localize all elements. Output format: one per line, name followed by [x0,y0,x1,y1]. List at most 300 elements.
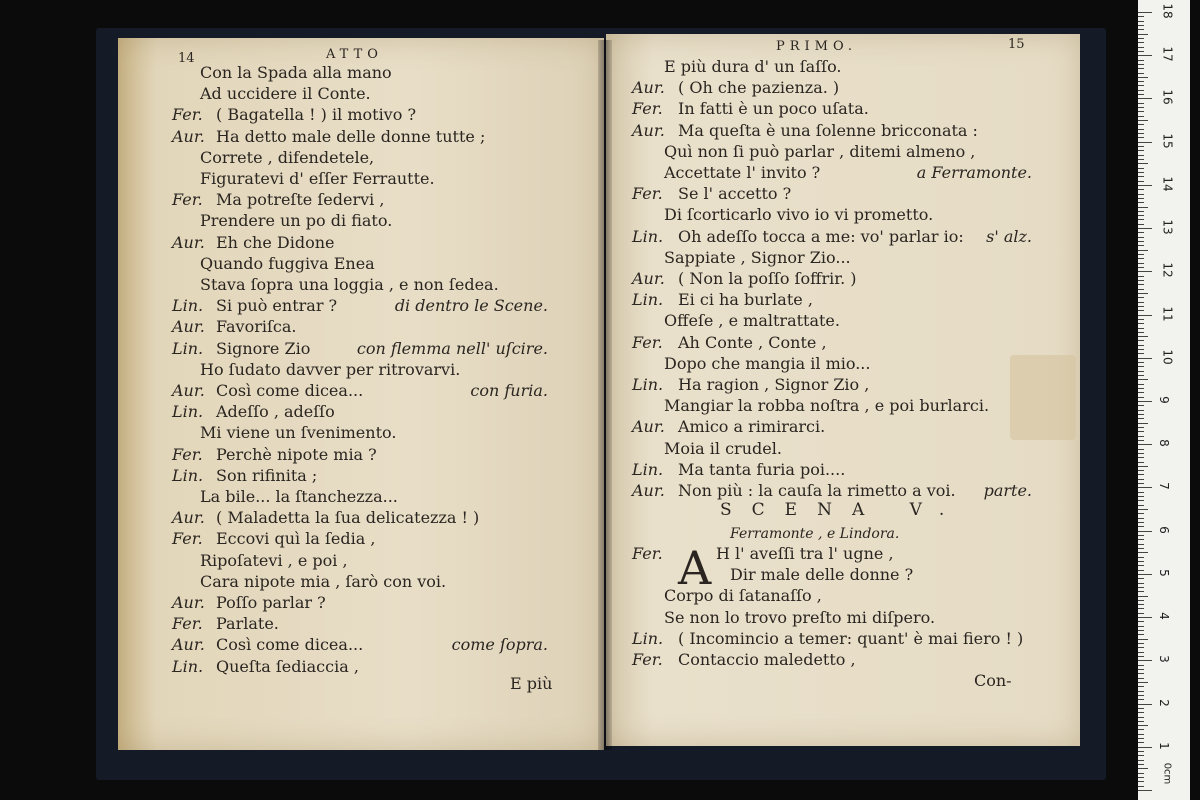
ruler-tick [1138,729,1144,730]
ruler-tick [1138,518,1144,519]
verse-line: Ho ſudato davver per ritrovarvi. [200,359,461,379]
verse-line: Mi viene un ſvenimento. [200,423,397,443]
ruler-tick [1138,604,1144,605]
verse-line: Se non lo trovo preſto mi diſpero. [664,607,936,627]
speaker-label: Fer. [632,650,663,669]
ruler-tick [1138,587,1144,588]
ruler-tick [1138,738,1144,739]
ruler-tick [1138,315,1152,316]
ruler-tick [1138,682,1148,683]
ruler-tick [1138,340,1144,341]
ruler-tick [1138,310,1144,311]
ruler-tick [1138,42,1144,43]
stage-direction: come ſopra. [451,635,548,655]
ruler-tick [1138,224,1144,225]
ruler-tick [1138,544,1144,545]
ruler-tick [1138,570,1144,571]
speaker-label: Fer. [632,99,663,119]
ruler-tick [1138,215,1144,216]
ruler-tick [1138,764,1144,765]
ruler-tick [1138,159,1144,160]
ruler-label: 13 [1160,219,1175,235]
stage-direction: con flemma nell' uſcire. [356,338,548,358]
ruler-tick [1138,639,1148,640]
scene-heading: SCENA V. [720,500,965,520]
ruler-tick [1138,323,1144,324]
ruler-tick [1138,781,1144,782]
ruler-tick [1138,185,1152,186]
ruler-label: 11 [1160,305,1175,322]
ruler-tick [1138,12,1152,13]
ruler-tick [1138,673,1144,674]
ruler-tick [1138,194,1144,195]
speaker-label: Aur. [172,317,205,337]
ruler-tick [1138,21,1144,22]
ruler-tick [1138,245,1144,246]
ruler-tick [1138,630,1144,631]
ruler-tick [1138,449,1144,450]
verse-line: Stava ſopra una loggia , e non ſedea. [200,275,499,294]
ruler-tick [1138,51,1144,52]
ruler-tick [1138,250,1148,251]
ruler-tick [1138,704,1152,705]
speaker-label: Aur. [172,232,205,252]
ruler-tick [1138,755,1144,756]
ruler-tick [1138,332,1144,333]
speaker-label: Aur. [632,481,665,500]
ruler-tick [1138,172,1144,173]
verse-line: ( Maladetta la ſua delicatezza ! ) [216,508,480,528]
ruler-tick [1138,786,1144,787]
verse-line: ( Bagatella ! ) il motivo ? [216,105,417,125]
ruler-tick [1138,453,1144,454]
ruler-tick [1138,725,1148,726]
verse-line: Dir male delle donne ? [730,565,914,585]
ruler-tick [1138,634,1144,635]
ruler-tick [1138,98,1152,99]
ruler-tick [1138,751,1144,752]
speaker-label: Lin. [172,296,204,316]
ruler-tick [1138,289,1144,290]
ruler-tick [1138,202,1144,203]
ruler-tick [1138,319,1144,320]
ruler-tick [1138,29,1144,30]
ruler-tick [1138,232,1144,233]
ruler-tick [1138,436,1144,437]
ruler-tick [1138,219,1144,220]
ruler-tick [1138,474,1144,475]
speaker-label: Fer. [632,184,663,204]
left-running-head: ATTO [326,47,383,62]
ruler-tick [1138,64,1144,65]
ruler-tick [1138,539,1144,540]
ruler-tick [1138,176,1144,177]
left-catchword: E più [510,674,553,693]
ruler-tick [1138,362,1144,363]
verse-line: Adeſſo , adeſſo [216,402,335,422]
stage-direction: s' alz. [986,226,1032,246]
speaker-label: Lin. [172,656,204,676]
ruler-tick [1138,721,1144,722]
verse-line: Ei ci ha burlate , [678,290,813,310]
ruler-label: 9 [1156,396,1171,404]
ruler-tick [1138,73,1144,74]
verse-line: Contaccio maledetto , [678,650,856,669]
speaker-label: Aur. [172,635,205,655]
ruler-tick [1138,142,1152,143]
ruler-tick [1138,660,1152,661]
ruler-tick [1138,111,1144,112]
ruler-label: 2 [1156,698,1171,707]
ruler-tick [1138,25,1144,26]
ruler-tick [1138,414,1144,415]
verse-line: E più dura d' un ſaſſo. [664,57,842,76]
stage-direction: a Ferramonte. [916,163,1032,182]
ruler-tick [1138,578,1144,579]
ruler-tick [1138,652,1144,653]
ruler-tick [1138,77,1148,78]
verse-line: Correte , difendetele, [200,147,375,167]
right-catchword: Con- [974,671,1012,690]
ruler-tick [1138,168,1144,169]
ruler-label: 18 [1160,3,1175,19]
ruler-label: 14 [1160,176,1175,192]
ruler-tick [1138,583,1144,584]
ruler-tick [1138,328,1144,329]
ruler-tick [1138,228,1152,229]
ruler-tick [1138,552,1148,553]
ruler-tick [1138,302,1144,303]
verse-line: Favoriſca. [216,317,297,337]
ruler-tick [1138,366,1144,367]
speaker-label: Fer. [172,190,203,210]
ruler-tick [1138,717,1144,718]
verse-line: Amico a rimirarci. [678,417,826,437]
ruler-tick [1138,483,1144,484]
ruler-tick [1138,263,1144,264]
ruler-label: 1 [1156,741,1171,750]
ruler-tick [1138,353,1144,354]
ruler-tick [1138,565,1144,566]
right-page-number: 15 [1008,37,1025,52]
ruler-tick [1138,60,1144,61]
ruler-tick [1138,297,1144,298]
verse-line: Moia il crudel. [664,438,782,458]
ruler-tick [1138,500,1144,501]
ruler-tick [1138,129,1144,130]
verse-line: Se l' accetto ? [678,184,792,204]
ruler-tick [1138,596,1148,597]
verse-line: Quando fuggiva Enea [200,253,375,273]
measuring-ruler [1138,0,1190,800]
ruler-label: 4 [1156,612,1171,620]
verse-line: Cara nipote mia , ſarò con voi. [200,571,447,591]
speaker-label: Aur. [172,381,205,400]
verse-line: Parlate. [216,614,279,634]
verse-line: Corpo di ſatanaſſo , [664,586,822,606]
ruler-tick [1138,81,1144,82]
ruler-tick [1138,207,1148,208]
verse-line: Ma queſta è una ſolenne bricconata : [678,120,978,140]
ruler-tick [1138,90,1144,91]
ruler-tick [1138,509,1148,510]
ruler-tick [1138,267,1144,268]
ruler-tick [1138,94,1144,95]
verse-line: Ah Conte , Conte , [678,332,827,352]
speaker-label: Fer. [172,529,203,549]
verse-line: In fatti è un poco uſata. [678,99,869,119]
verse-line: Poſſo parlar ? [216,593,326,612]
ruler-tick [1138,405,1144,406]
verse-line: Figuratevi d' eſſer Ferrautte. [200,169,435,188]
ruler-tick [1138,557,1144,558]
paper-stain [1010,355,1076,440]
ruler-tick [1138,574,1152,575]
speaker-label: Fer. [632,332,663,352]
verse-line: Offeſe , e maltrattate. [664,311,840,331]
ruler-tick [1138,462,1144,463]
verse-line: Prendere un po di fiato. [200,211,393,231]
ruler-tick [1138,392,1144,393]
ruler-tick [1138,271,1152,272]
ruler-tick [1138,466,1148,467]
ruler-tick [1138,487,1152,488]
ruler-tick [1138,617,1152,618]
speaker-label: Lin. [632,375,664,394]
verse-line: Perchè nipote mia ? [216,444,377,464]
verse-line: Signore Zio [216,338,311,358]
ruler-tick [1138,103,1144,104]
verse-line: Dopo che mangia il mio... [664,353,871,373]
ruler-tick [1138,410,1144,411]
ruler-label: 10 [1160,349,1175,365]
ruler-label: 5 [1156,569,1171,577]
ruler-tick [1138,237,1144,238]
ruler-tick [1138,548,1144,549]
speaker-label: Aur. [172,508,205,528]
ruler-tick [1138,68,1144,69]
ruler-tick [1138,423,1148,424]
ruler-tick [1138,591,1144,592]
book-gutter [598,40,612,750]
ruler-tick [1138,55,1152,56]
ruler-tick [1138,526,1144,527]
ruler-tick [1138,388,1144,389]
ruler-label: 0cm [1161,762,1173,785]
ruler-tick [1138,686,1144,687]
ruler-tick [1138,431,1144,432]
ruler-tick [1138,695,1144,696]
ruler-tick [1138,531,1152,532]
verse-line: Son rifinita ; [216,465,318,485]
speaker-label: Lin. [172,338,204,358]
verse-line: Ad uccidere il Conte. [200,84,371,104]
ruler-tick [1138,181,1144,182]
ruler-tick [1138,522,1144,523]
speaker-label: Lin. [632,226,664,246]
ruler-tick [1138,561,1144,562]
stage-direction: parte. [983,481,1032,500]
verse-line: Ha ragion , Signor Zio , [678,375,870,394]
ruler-tick [1138,150,1144,151]
ruler-tick [1138,349,1144,350]
ruler-tick [1138,418,1144,419]
ruler-tick [1138,708,1144,709]
ruler-tick [1138,712,1144,713]
ruler-tick [1138,790,1152,791]
ruler-tick [1138,608,1144,609]
verse-line: Eh che Didone [216,232,335,252]
ruler-tick [1138,124,1144,125]
ruler-tick [1138,444,1152,445]
ruler-tick [1138,189,1144,190]
ruler-tick [1138,284,1144,285]
left-page-number: 14 [178,51,195,66]
verse-line: Ha detto male delle donne tutte ; [216,126,486,146]
speaker-label: Aur. [632,269,665,288]
ruler-tick [1138,47,1144,48]
ruler-tick [1138,107,1144,108]
speaker-label: Lin. [632,290,664,310]
ruler-tick [1138,211,1144,212]
verse-line: Ripoſatevi , e poi , [200,550,348,570]
right-running-head: PRIMO. [776,39,858,54]
ruler-label: 6 [1156,525,1171,534]
verse-line: Con la Spada alla mano [200,63,392,82]
speaker-label: Lin. [632,628,664,648]
ruler-tick [1138,336,1148,337]
verse-line: Ma tanta furia poi.... [678,459,846,479]
ruler-tick [1138,34,1148,35]
speaker-label: Lin. [172,465,204,485]
ruler-tick [1138,768,1148,769]
ruler-tick [1138,306,1144,307]
speaker-label: Aur. [632,417,665,437]
ruler-tick [1138,358,1152,359]
ruler-tick [1138,120,1148,121]
ruler-tick [1138,163,1148,164]
ruler-tick [1138,747,1152,748]
ruler-tick [1138,621,1144,622]
ruler-label: 12 [1160,262,1175,278]
verse-line: ( Incomincio a temer: quant' è mai fiero ! ) [678,628,1024,648]
ruler-tick [1138,293,1148,294]
verse-line: ( Oh che pazienza. ) [678,78,840,98]
ruler-tick [1138,470,1144,471]
ruler-label: 17 [1160,46,1175,62]
ruler-tick [1138,397,1144,398]
ruler-tick [1138,760,1144,761]
ruler-tick [1138,773,1144,774]
verse-line: Quì non ſi può parlar , ditemi almeno , [664,141,976,161]
speaker-label: Fer. [172,105,203,125]
ruler-tick [1138,384,1144,385]
ruler-tick [1138,513,1144,514]
ruler-tick [1138,742,1144,743]
ruler-tick [1138,155,1144,156]
ruler-tick [1138,198,1144,199]
ruler-tick [1138,371,1144,372]
ruler-tick [1138,137,1144,138]
verse-line: Non più : la cauſa la rimetto a voi. [678,481,956,500]
ruler-tick [1138,656,1144,657]
ruler-tick [1138,613,1144,614]
ruler-tick [1138,479,1144,480]
scene-characters: Ferramonte , e Lindora. [730,526,900,542]
speaker-label: Aur. [172,126,205,146]
ruler-label: 8 [1156,439,1171,448]
speaker-label: Aur. [632,78,665,98]
verse-line: H l' aveſſi tra l' ugne , [716,544,894,563]
verse-line: ( Non la poſſo ſoffrir. ) [678,269,857,288]
stage-direction: di dentro le Scene. [394,296,548,316]
ruler-tick [1138,85,1144,86]
verse-line: La bile... la ſtanchezza... [200,487,398,506]
ruler-tick [1138,665,1144,666]
ruler-tick [1138,496,1144,497]
ruler-tick [1138,345,1144,346]
drop-cap: A [678,541,712,595]
ruler-tick [1138,116,1144,117]
speaker-label: Fer. [172,614,203,634]
ruler-tick [1138,669,1144,670]
ruler-tick [1138,38,1144,39]
ruler-label: 3 [1156,655,1171,664]
ruler-tick [1138,440,1144,441]
ruler-label: 16 [1160,89,1175,106]
ruler-tick [1138,427,1144,428]
ruler-tick [1138,276,1144,277]
ruler-label: 7 [1156,482,1171,491]
ruler-tick [1138,492,1144,493]
ruler-tick [1138,691,1144,692]
verse-line: Queſta ſediaccia , [216,656,359,676]
speaker-label: Fer. [632,544,663,563]
verse-line: Mangiar la robba noſtra , e poi burlarci. [664,396,990,416]
ruler-tick [1138,241,1144,242]
verse-line: Così come dicea... [216,635,364,655]
ruler-tick [1138,280,1144,281]
verse-line: Si può entrar ? [216,296,338,316]
verse-line: Oh adeſſo tocca a me: vo' parlar io: [678,226,964,246]
ruler-tick [1138,699,1144,700]
ruler-tick [1138,375,1144,376]
verse-line: Così come dicea... [216,381,364,400]
speaker-label: Aur. [632,120,665,140]
verse-line: Di ſcorticarlo vivo io vi prometto. [664,205,934,225]
ruler-tick [1138,16,1144,17]
ruler-tick [1138,505,1144,506]
ruler-tick [1138,678,1144,679]
speaker-label: Lin. [172,402,204,422]
stage-direction: con furia. [470,381,548,400]
speaker-label: Lin. [632,459,664,479]
ruler-tick [1138,258,1144,259]
ruler-tick [1138,457,1144,458]
ruler-tick [1138,647,1144,648]
ruler-tick [1138,777,1144,778]
ruler-label: 15 [1160,133,1175,149]
verse-line: Ma potreſte ſedervi , [216,190,385,210]
ruler-tick [1138,379,1148,380]
ruler-tick [1138,600,1144,601]
ruler-tick [1138,254,1144,255]
ruler-tick [1138,535,1144,536]
ruler-tick [1138,734,1144,735]
speaker-label: Fer. [172,444,203,464]
ruler-tick [1138,626,1144,627]
verse-line: Eccovi quì la ſedia , [216,529,376,549]
